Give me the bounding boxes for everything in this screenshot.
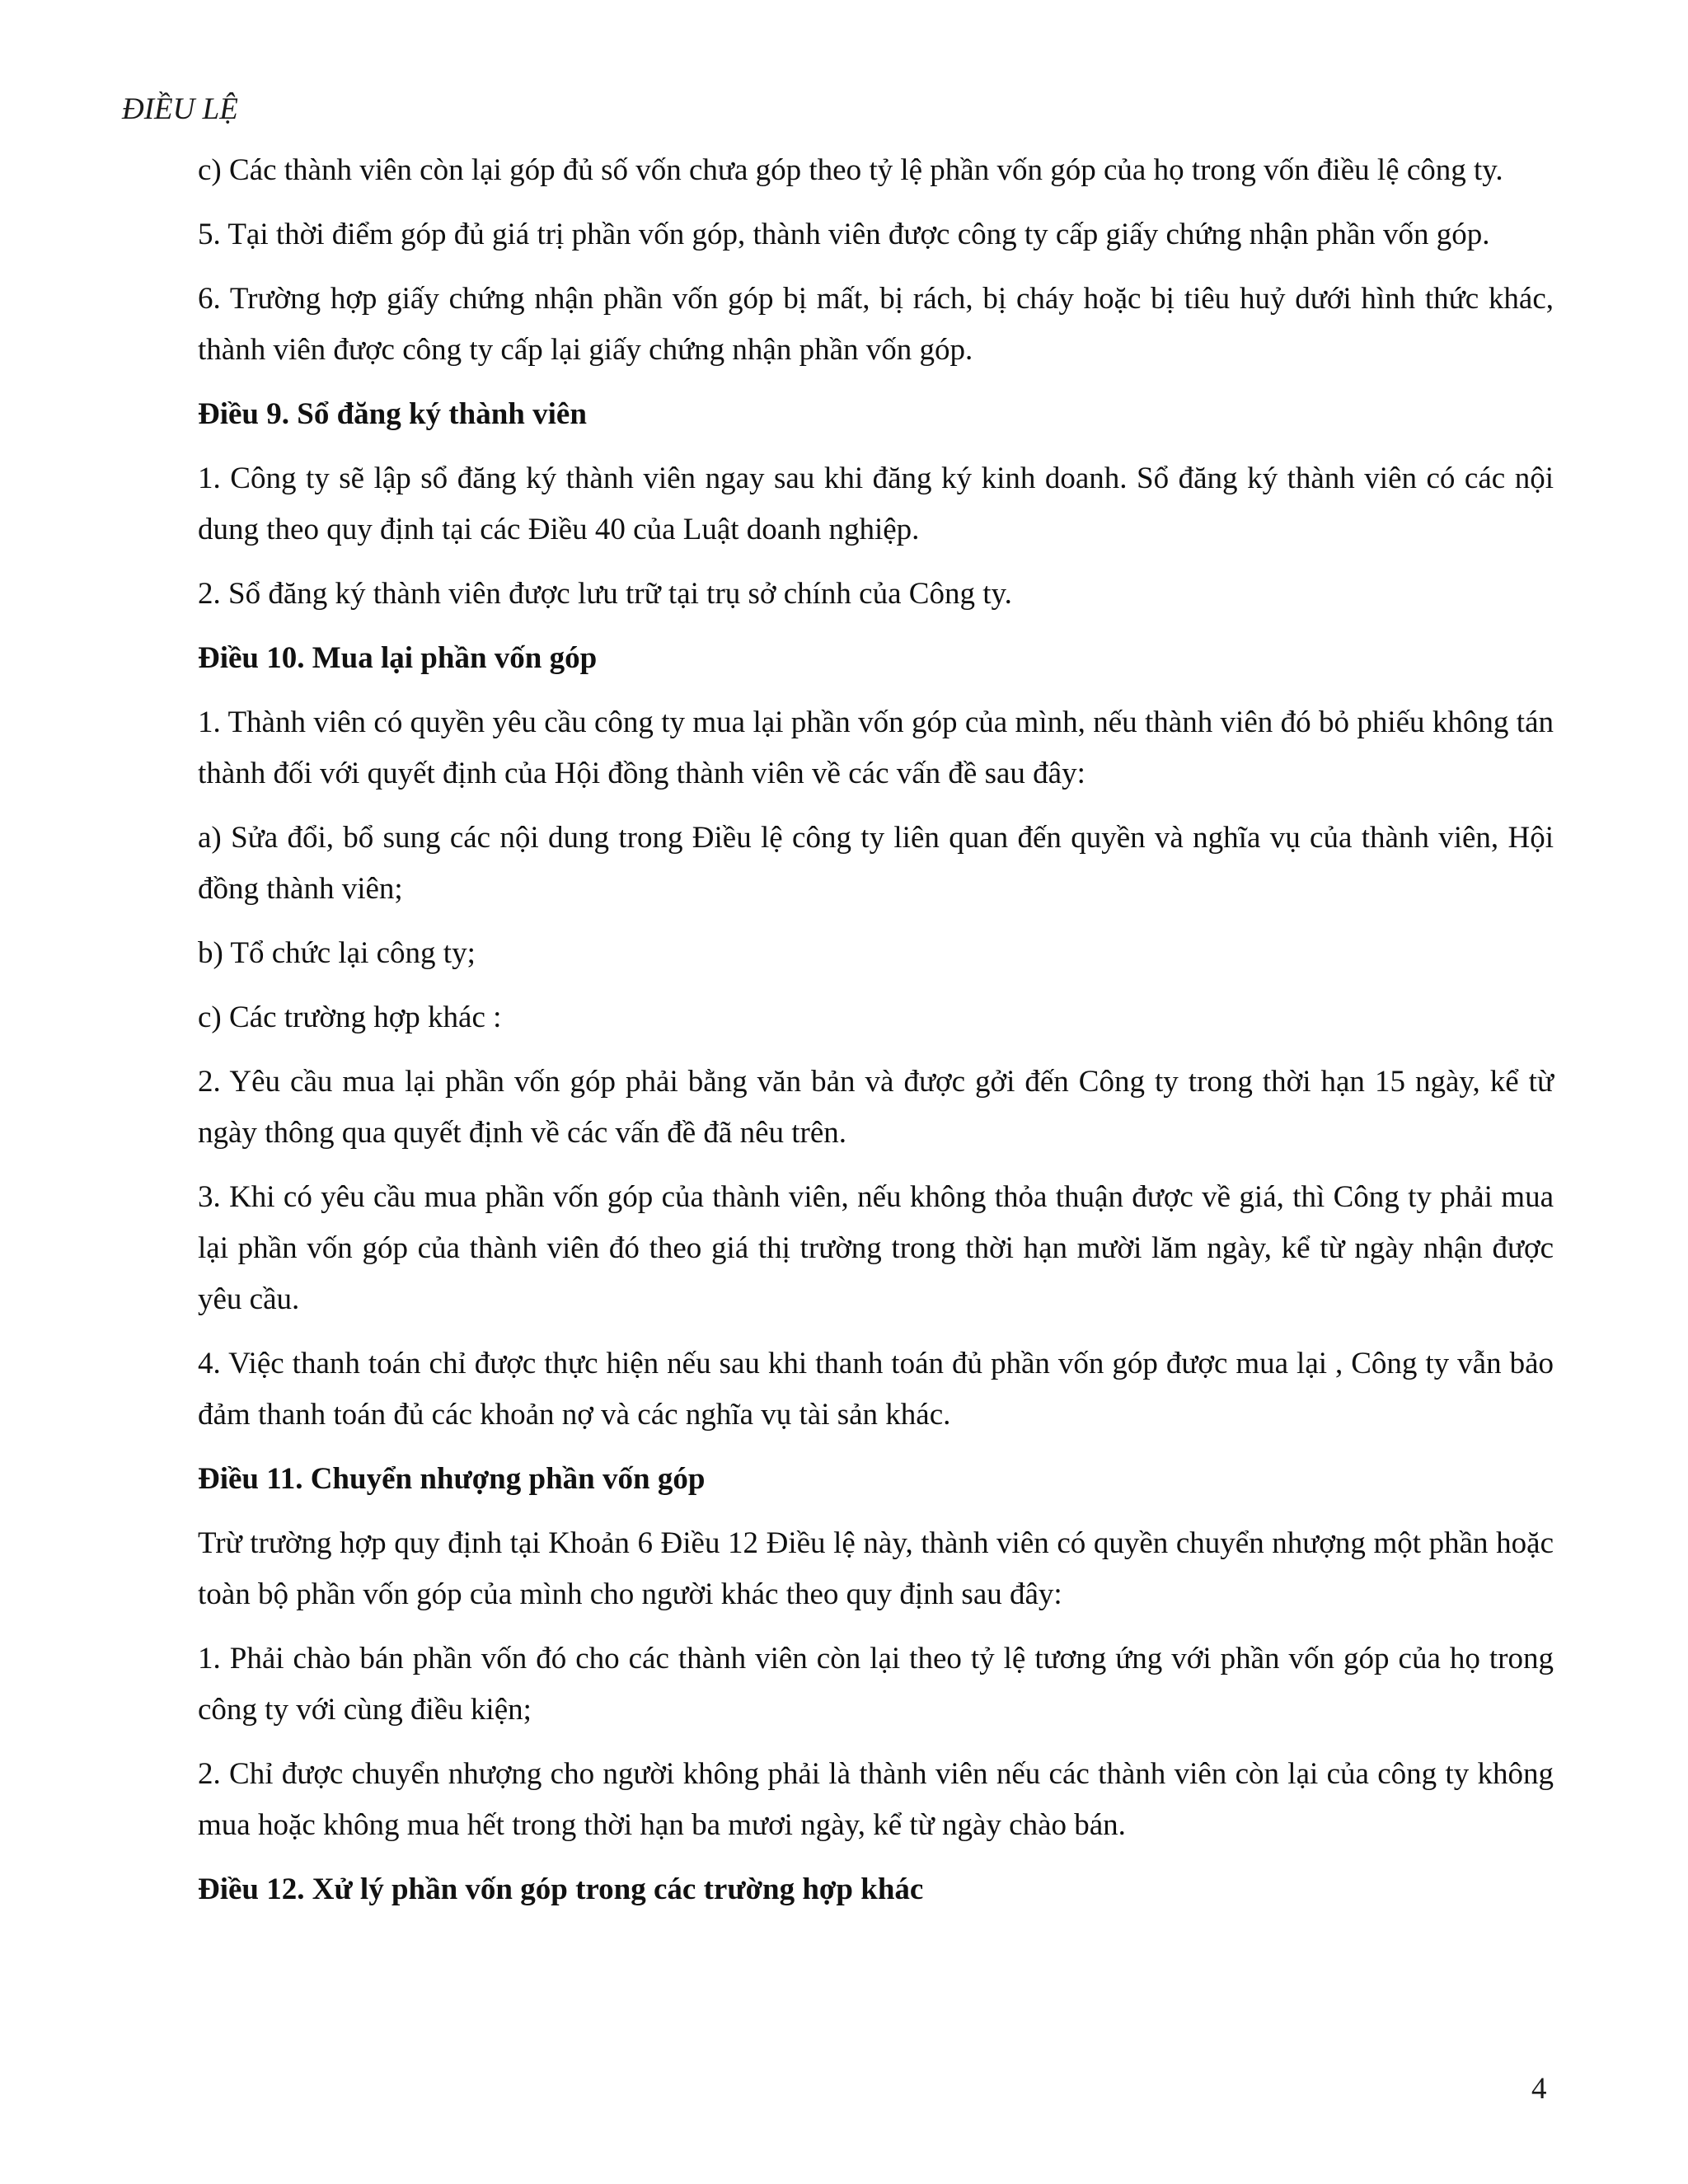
running-header: ĐIỀU LỆ	[122, 92, 238, 126]
article-12-heading: Điều 12. Xử lý phần vốn góp trong các trường hợp khác	[198, 1872, 924, 1906]
article-11-clause-1: 1. Phải chào bán phần vốn đó cho các thành viên còn lại theo tỷ lệ tương ứng với phần vốn góp của họ trong công ty với cùng điều kiện;	[198, 1642, 1554, 1727]
article-9-heading: Điều 9. Sổ đăng ký thành viên	[198, 397, 587, 431]
article-10-clause-3: 3. Khi có yêu cầu mua phần vốn góp của thành viên, nếu không thỏa thuận được về giá, thì Công ty phải mua lại phần vốn góp của thành viên đó theo giá thị trường trong thời hạn mười lăm ngày, kể từ ngày nhận được yêu cầu.	[198, 1180, 1554, 1316]
article-10-clause-1: 1. Thành viên có quyền yêu cầu công ty mua lại phần vốn góp của mình, nếu thành viên đó bỏ phiếu không tán thành đối với quyết định của Hội đồng thành viên về các vấn đề sau đây:	[198, 705, 1554, 790]
article-10-heading: Điều 10. Mua lại phần vốn góp	[198, 641, 598, 675]
clause-6: 6. Trường hợp giấy chứng nhận phần vốn góp bị mất, bị rách, bị cháy hoặc bị tiêu huỷ dưới hình thức khác, thành viên được công ty cấp lại giấy chứng nhận phần vốn góp.	[198, 282, 1554, 367]
article-10-clause-2: 2. Yêu cầu mua lại phần vốn góp phải bằng văn bản và được gởi đến Công ty trong thời hạn 15 ngày, kể từ ngày thông qua quyết định về các vấn đề đã nêu trên.	[198, 1065, 1554, 1150]
article-9-clause-2: 2. Sổ đăng ký thành viên được lưu trữ tại trụ sở chính của Công ty.	[198, 577, 1012, 611]
page-number: 4	[1531, 2072, 1547, 2106]
document-body	[198, 145, 1554, 1929]
article-11-clause-2: 2. Chỉ được chuyển nhượng cho người không phải là thành viên nếu các thành viên còn lại của công ty không mua hoặc không mua hết trong thời hạn ba mươi ngày, kể từ ngày chào bán.	[198, 1757, 1554, 1842]
article-11-intro: Trừ trường hợp quy định tại Khoản 6 Điều 12 Điều lệ này, thành viên có quyền chuyển nhượng một phần hoặc toàn bộ phần vốn góp của mình cho người khác theo quy định sau đây:	[198, 1526, 1554, 1611]
article-9-clause-1: 1. Công ty sẽ lập sổ đăng ký thành viên ngay sau khi đăng ký kinh doanh. Sổ đăng ký thành viên có các nội dung theo quy định tại các Điều 40 của Luật doanh nghiệp.	[198, 462, 1554, 546]
clause-4c: c) Các thành viên còn lại góp đủ số vốn chưa góp theo tỷ lệ phần vốn góp của họ trong vốn điều lệ công ty.	[198, 153, 1503, 187]
article-11-heading: Điều 11. Chuyển nhượng phần vốn góp	[198, 1462, 706, 1496]
article-10-item-c: c) Các trường hợp khác :	[198, 1001, 502, 1034]
article-10-clause-4: 4. Việc thanh toán chỉ được thực hiện nếu sau khi thanh toán đủ phần vốn góp được mua lại , Công ty vẫn bảo đảm thanh toán đủ các khoản nợ và các nghĩa vụ tài sản khác.	[198, 1347, 1554, 1432]
article-10-item-a: a) Sửa đổi, bổ sung các nội dung trong Điều lệ công ty liên quan đến quyền và nghĩa vụ của thành viên, Hội đồng thành viên;	[198, 821, 1554, 906]
clause-5: 5. Tại thời điểm góp đủ giá trị phần vốn góp, thành viên được công ty cấp giấy chứng nhận phần vốn góp.	[198, 218, 1490, 251]
article-10-item-b: b) Tổ chức lại công ty;	[198, 936, 476, 970]
